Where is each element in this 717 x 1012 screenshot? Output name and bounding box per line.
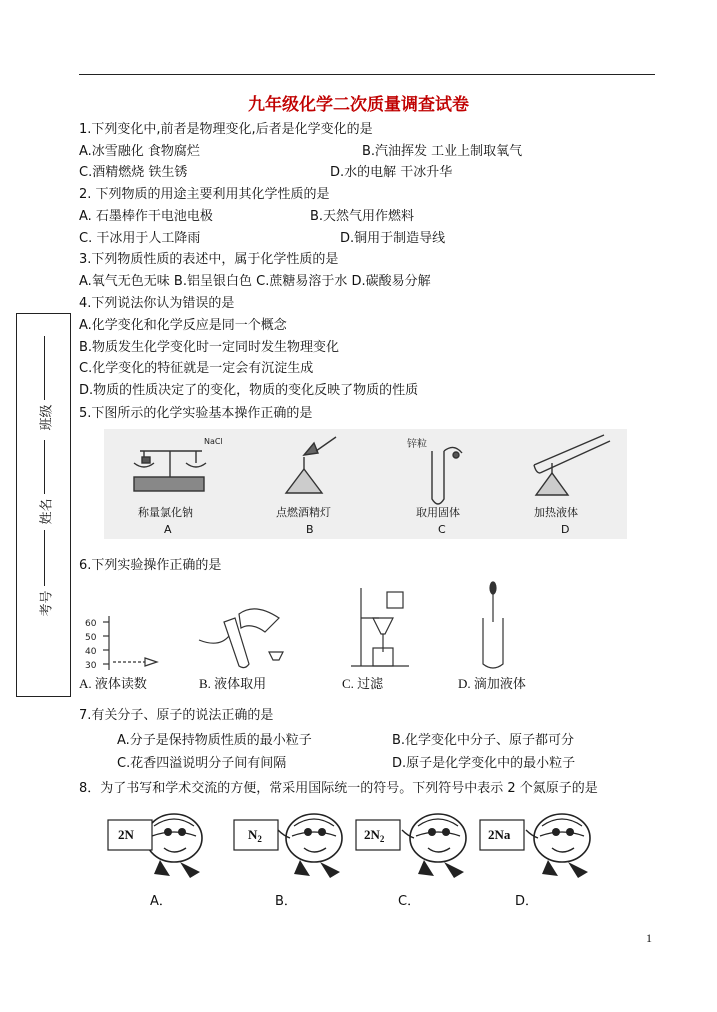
test-tube-drawing xyxy=(432,447,462,504)
q2-stem: 2. 下列物质的用途主要利用其化学性质的是 xyxy=(79,187,330,202)
q5-caption-b: 点燃酒精灯 xyxy=(276,506,331,519)
q4-option-a: A.化学变化和化学反应是同一个概念 xyxy=(79,318,287,333)
q1-option-b: B.汽油挥发 工业上制取氧气 xyxy=(362,144,523,159)
q7-option-d: D.原子是化学变化中的最小粒子 xyxy=(392,756,576,771)
q4-option-b: B.物质发生化学变化时一定同时发生物理变化 xyxy=(79,340,340,355)
q2-option-b: B.天然气用作燃料 xyxy=(310,209,415,224)
page-number: 1 xyxy=(646,931,652,945)
balance-drawing xyxy=(134,451,206,491)
q6-illustrations xyxy=(79,578,549,672)
scale-50: 50 xyxy=(85,633,97,643)
q5-letter-b: B xyxy=(306,523,314,536)
q4-stem: 4.下列说法你认为错误的是 xyxy=(79,296,235,311)
q2-option-c: C. 干冰用于人工降雨 xyxy=(79,231,201,246)
q4-option-d: D.物质的性质决定了的变化，物质的变化反映了物质的性质 xyxy=(79,383,419,398)
q8-letter-d: D． xyxy=(515,894,539,909)
class-label: 班级 xyxy=(39,404,55,431)
q5-letter-c: C xyxy=(438,523,446,536)
alcohol-lamp-drawing xyxy=(286,437,336,493)
q5-stem: 5.下图所示的化学实验基本操作正确的是 xyxy=(79,406,313,421)
q1-stem: 1.下列变化中,前者是物理变化,后者是化学变化的是 xyxy=(79,122,373,137)
q6-caption-d: D. 滴加液体 xyxy=(458,676,526,691)
cylinder-drawing xyxy=(103,616,157,670)
dropper-drawing xyxy=(483,582,503,668)
q6-caption-c: C. 过滤 xyxy=(342,676,384,691)
id-label: 考号 xyxy=(39,590,55,617)
sign-a-text: 2N xyxy=(118,827,134,842)
q1-option-d: D.水的电解 干冰升华 xyxy=(330,165,453,180)
heating-liquid-drawing xyxy=(534,435,610,495)
q6-stem: 6.下列实验操作正确的是 xyxy=(79,558,222,573)
q2-option-a: A. 石墨棒作干电池电极 xyxy=(79,209,213,224)
student-info-box xyxy=(16,313,71,697)
q8-stem: 8．为了书写和学术交流的方便，常采用国际统一的符号。下列符号中表示 2 个氮原子的是 xyxy=(79,781,598,796)
mascot-d xyxy=(526,814,590,878)
id-blank xyxy=(44,530,45,586)
page-title: 九年级化学二次质量调查试卷 xyxy=(248,95,469,115)
name-blank xyxy=(44,440,45,494)
mascot-b xyxy=(278,814,342,878)
sign-b-text: $N_2$ xyxy=(248,827,262,844)
sign-c-text: $2N_2$ xyxy=(364,827,385,844)
header-rule xyxy=(79,74,655,75)
q1-option-c: C.酒精燃烧 铁生锈 xyxy=(79,165,188,180)
scale-60: 60 xyxy=(85,619,97,629)
scale-30: 30 xyxy=(85,661,97,671)
q5-caption-d: 加热液体 xyxy=(534,506,578,519)
q5-illustrations xyxy=(104,429,627,539)
q7-option-c: C.花香四溢说明分子间有间隔 xyxy=(117,756,287,771)
q7-option-b: B.化学变化中分子、原子都可分 xyxy=(392,733,575,748)
q5-caption-c: 取用固体 xyxy=(416,506,460,519)
sign-d-text: 2Na xyxy=(488,827,511,842)
mascot-c xyxy=(402,814,466,878)
q1-option-a: A.冰雪融化 食物腐烂 xyxy=(79,144,200,159)
nacl-label: NaCl xyxy=(204,437,223,446)
q6-caption-a: A. 液体读数 xyxy=(79,676,147,691)
q4-option-c: C.化学变化的特征就是一定会有沉淀生成 xyxy=(79,361,314,376)
q8-letter-b: B． xyxy=(275,894,297,909)
q5-caption-a: 称量氯化钠 xyxy=(138,506,193,519)
name-label: 姓名 xyxy=(39,498,55,525)
q7-stem: 7.有关分子、原子的说法正确的是 xyxy=(79,708,274,723)
q8-illustrations xyxy=(100,806,660,894)
q7-option-a: A.分子是保持物质性质的最小粒子 xyxy=(117,733,312,748)
q5-letter-a: A xyxy=(164,523,172,536)
q5-figure xyxy=(104,429,627,539)
q3-options: A.氧气无色无味 B.铝呈银白色 C.蔗糖易溶于水 D.碳酸易分解 xyxy=(79,274,431,289)
q3-stem: 3.下列物质性质的表述中，属于化学性质的是 xyxy=(79,252,339,267)
pouring-drawing xyxy=(199,609,283,668)
q8-letter-a: A． xyxy=(150,894,172,909)
filtration-drawing xyxy=(351,588,409,666)
q6-caption-b: B. 液体取用 xyxy=(199,676,267,691)
class-blank xyxy=(44,336,45,400)
scale-40: 40 xyxy=(85,647,97,657)
q8-letter-c: C． xyxy=(398,894,421,909)
q5-letter-d: D xyxy=(561,523,570,536)
zinc-label: 锌粒 xyxy=(407,439,427,450)
q2-option-d: D.铜用于制造导线 xyxy=(340,231,446,246)
